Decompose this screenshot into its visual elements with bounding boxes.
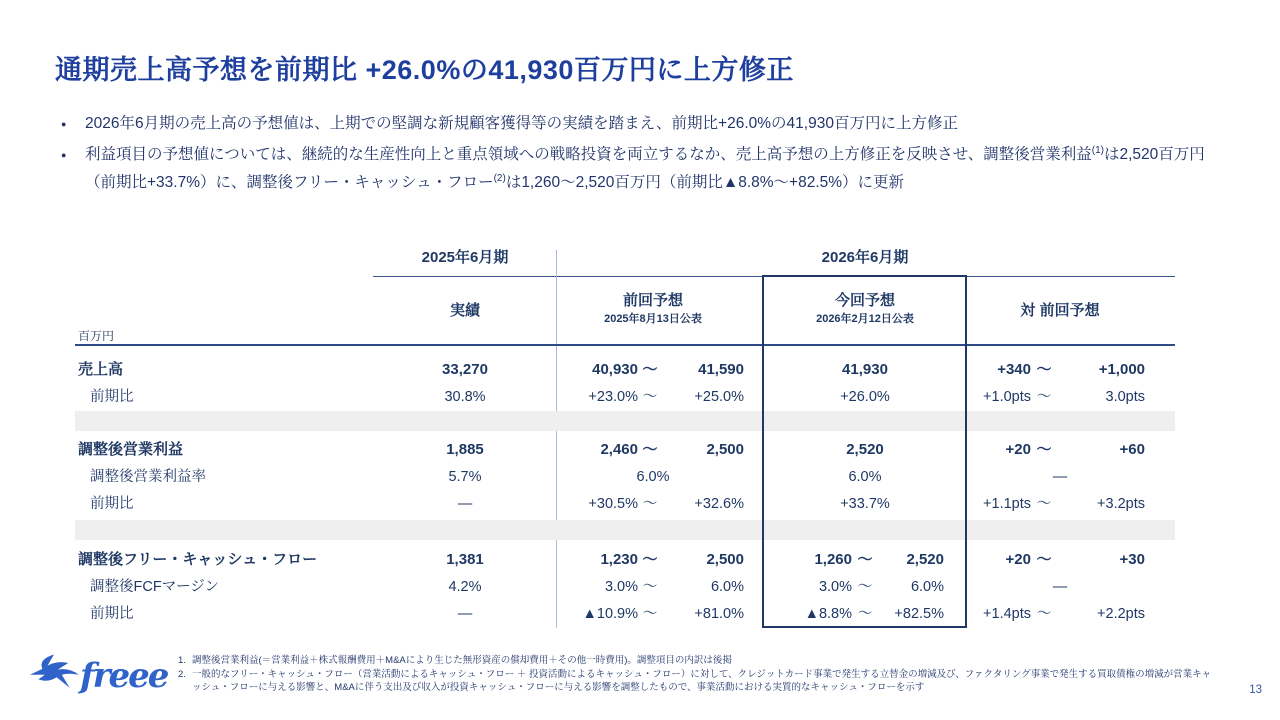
period-header-fy2025: 2025年6月期 [421, 249, 509, 266]
cell-current-forecast: 2,520 [846, 441, 884, 458]
cell-previous-forecast: +30.5% ～ +32.6% [588, 496, 744, 512]
cell-previous-forecast: 3.0% ～ 6.0% [604, 579, 744, 595]
cell-actual: 30.8% [444, 389, 486, 405]
cell-current-forecast: 3.0% ～ 6.0% [818, 579, 944, 595]
cell-current-forecast: +33.7% [840, 496, 890, 512]
column-header-date: 2025年8月13日公表 [604, 313, 702, 325]
cell-previous-forecast: 6.0% [636, 469, 670, 485]
footnote-2 [178, 668, 1218, 695]
freee-logo [28, 648, 176, 706]
bullet-text: は1,260～2,520百万円（前期比▲8.8%～+82.5%）に更新 [505, 174, 905, 191]
cell-actual: — [457, 496, 473, 512]
row-label: 売上高 [78, 361, 124, 378]
row-label: 前期比 [90, 606, 134, 622]
cell-vs-previous: +1.0pts ～ 3.0pts [983, 389, 1145, 405]
cell-previous-forecast: 1,230 ～ 2,500 [600, 551, 744, 568]
footnote-number: 1. [178, 655, 186, 666]
column-header-label: 実績 [449, 302, 480, 319]
cell-actual: 1,381 [446, 551, 484, 568]
column-header-label: 今回予想 [834, 292, 895, 309]
cell-actual: 5.7% [448, 469, 482, 485]
footnote-ref-2: (2) [493, 172, 506, 184]
unit-label: 百万円 [78, 329, 115, 343]
period-header-fy2026: 2026年6月期 [821, 249, 909, 266]
footnote-ref-1: (1) [1091, 144, 1104, 156]
cell-current-forecast: 6.0% [848, 469, 882, 485]
bullet-text: 2026年6月期の売上高の予想値は、上期での堅調な新規顧客獲得等の実績を踏まえ、前期比+26.0%の41,930百万円に上方修正 [85, 115, 958, 132]
row-label: 調整後営業利益率 [90, 469, 206, 485]
table-row-adjusted-operating-profit [0, 436, 1280, 464]
row-label: 前期比 [90, 496, 134, 512]
column-header-previous-forecast [562, 290, 744, 327]
table-row-revenue-yoy [0, 383, 1280, 411]
cell-current-forecast: 1,260 ～ 2,520 [814, 551, 944, 568]
cell-vs-previous: +1.1pts ～ +3.2pts [983, 496, 1145, 512]
section-separator-band [75, 520, 1175, 540]
cell-actual: 1,885 [446, 441, 484, 458]
cell-actual: 33,270 [442, 361, 488, 378]
table-row-adjusted-free-cash-flow [0, 546, 1280, 574]
bullet-item [61, 110, 1207, 138]
row-label: 調整後フリー・キャッシュ・フロー [78, 551, 318, 568]
table-row-adjusted-fcf-margin [0, 573, 1280, 601]
bullet-text: は2,520百万円（前期比+33.7%）に、調整後フリー・キャッシュ・フロー [85, 146, 1205, 191]
table-row-adjusted-operating-margin [0, 463, 1280, 491]
column-header-date: 2026年2月12日公表 [816, 313, 914, 325]
column-header-label: 前回予想 [622, 292, 683, 309]
bullet-item [61, 141, 1207, 197]
cell-previous-forecast: ▲10.9% ～ +81.0% [582, 606, 744, 622]
cell-vs-previous: +1.4pts ～ +2.2pts [983, 606, 1145, 622]
table-row-revenue [0, 356, 1280, 384]
swallow-icon [28, 652, 80, 700]
footnote-number: 2. [178, 668, 186, 680]
bullet-list [61, 110, 1207, 200]
footnote-1 [178, 654, 1218, 668]
footnote-text: 一般的なフリー・キャッシュ・フロー（営業活動によるキャッシュ・フロー ＋ 投資活動によるキャッシュ・フロー）に対して、クレジットカード事業で発生する立替金の増減及び、ファクタリング事業で発生する買取債権の増減が営業キャッシュ・フローに与える影響と、M&Aに伴う支出及び収入が投資キャッシュ・フローに与える影響を調整したもので、事業活動における実質的なキャッシュ・フローを示す [192, 668, 1212, 693]
page-number: 13 [1249, 684, 1262, 696]
cell-vs-previous: +20 ～ +30 [1005, 551, 1145, 568]
cell-actual: — [457, 606, 473, 622]
cell-previous-forecast: +23.0% ～ +25.0% [588, 389, 744, 405]
table-header-rule [75, 344, 1175, 346]
cell-previous-forecast: 2,460 ～ 2,500 [600, 441, 744, 458]
cell-current-forecast: 41,930 [842, 361, 888, 378]
cell-vs-previous: +340 ～ +1,000 [997, 361, 1145, 378]
footnote-text: 調整後営業利益(＝営業利益＋株式報酬費用＋M&Aにより生じた無形資産の償却費用＋その他一時費用)。調整項目の内訳は後掲 [192, 655, 732, 666]
row-label: 調整後FCFマージン [90, 579, 220, 595]
table-row-operating-profit-yoy [0, 490, 1280, 518]
section-separator-band [75, 411, 1175, 431]
footnotes [178, 654, 1218, 695]
table-row-fcf-yoy [0, 600, 1280, 628]
column-header-current-forecast [772, 290, 958, 327]
bullet-icon: ● [61, 150, 67, 160]
column-header-label: 対 前回予想 [1020, 302, 1100, 319]
column-header-actual [375, 300, 555, 322]
cell-actual: 4.2% [448, 579, 482, 595]
cell-previous-forecast: 40,930 ～ 41,590 [592, 361, 744, 378]
row-label: 前期比 [90, 389, 134, 405]
cell-current-forecast: ▲8.8% ～ +82.5% [804, 606, 944, 622]
cell-vs-previous: +20 ～ +60 [1005, 441, 1145, 458]
bullet-text: 利益項目の予想値については、継続的な生産性向上と重点領域への戦略投資を両立するなか、売上高予想の上方修正を反映させ、調整後営業利益 [85, 146, 1092, 163]
page-title: 通期売上高予想を前期比 +26.0%の41,930百万円に上方修正 [55, 55, 794, 85]
freee-logo-text: freee [80, 656, 168, 696]
row-label: 調整後営業利益 [78, 441, 184, 458]
bullet-icon: ● [61, 119, 67, 129]
cell-vs-previous: — [1052, 469, 1068, 485]
column-header-vs-previous [965, 300, 1155, 322]
cell-current-forecast: +26.0% [840, 389, 890, 405]
cell-vs-previous: — [1052, 579, 1068, 595]
period-underline [373, 276, 1175, 277]
